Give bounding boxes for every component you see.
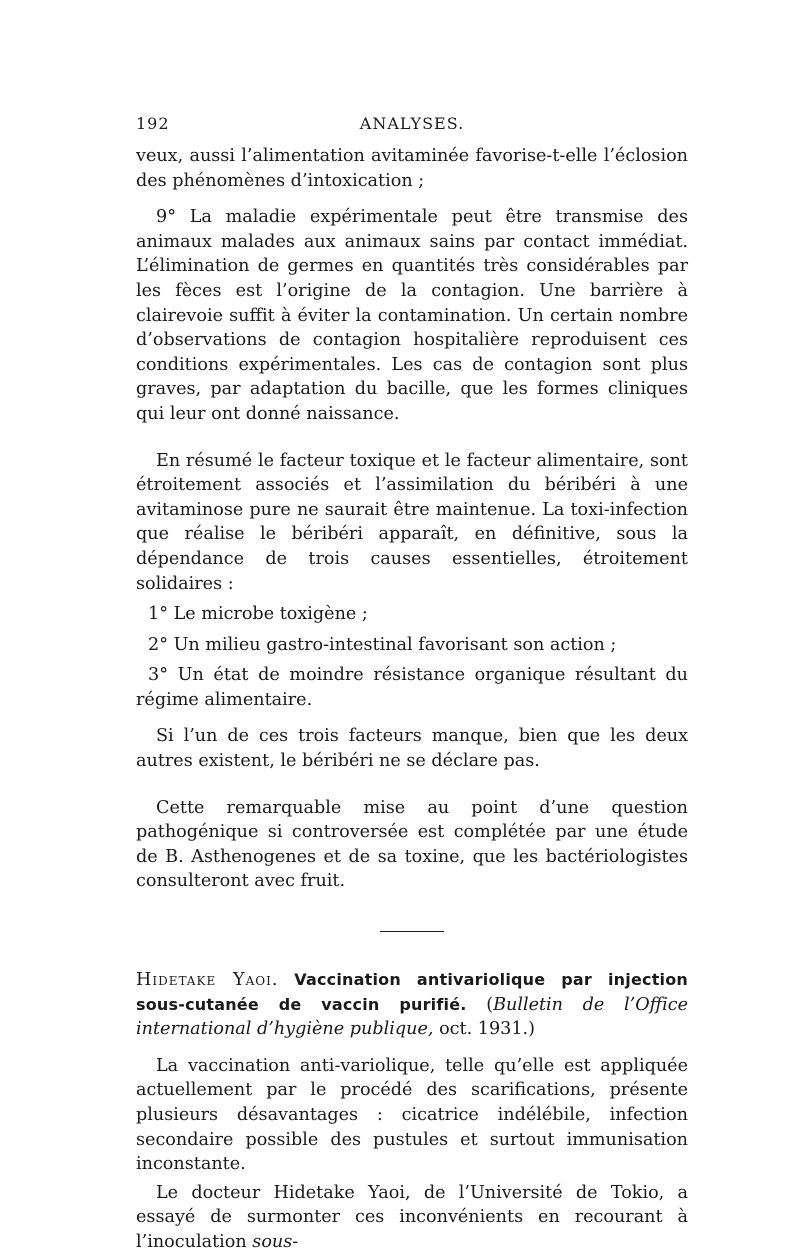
page <box>136 112 688 1255</box>
review-title: Vaccination antivariolique par injection sous-cutanée de vaccin purifié. <box>136 970 689 1014</box>
paragraph-continuation: veux, aussi l’alimentation avitaminée favorise-t-elle l’éclosion des phénomènes d’intoxication ; <box>136 146 688 191</box>
paragraph-vaccination: La vaccination anti-variolique, telle qu’elle est appliquée actuellement par le procédé des scarifications, présente plusieurs désavantages : cicatrice indélébile, infection secondaire possible des pustules et surtout immunisation inconstante. <box>136 1055 688 1175</box>
paragraph-remark: Cette remarquable mise au point d’une question pathogénique si controversée est complétée par une étude de B. Asthenogenes et de sa toxine, que les bactériologistes consulteront avec fruit. <box>136 797 688 892</box>
list-item-1: 1° Le microbe toxigène ; <box>148 604 368 625</box>
list-item-3: 3° Un état de moindre résistance organique résultant du régime alimentaire. <box>136 665 688 710</box>
source-paren: ( <box>486 994 494 1015</box>
paragraph-yaoi-italic: sous- <box>252 1231 299 1252</box>
page-number: 192 <box>136 114 170 133</box>
paragraph-point-9: 9° La maladie expérimentale peut être transmise des animaux malades aux animaux sains par contact immédiat. L’élimination de germes en quantités très considérables par les fèces est l’origine de la contagion. Une barrière à clairevoie suffit à éviter la contamination. Un certain nombre d’observations de contagion hospitalière reproduisent ces conditions expérimentales. Les cas de contagion sont plus graves, par adaptation du bacille, que les formes cliniques qui leur ont donné naissance. <box>136 207 688 424</box>
review-source: Bulletin de l’Office international d’hygiène publique, <box>136 994 688 1040</box>
review-author: Hidetake Yaoi. <box>136 970 279 991</box>
paragraph-summary: En résumé le facteur toxique et le facteur alimentaire, sont étroitement associés et l’assimilation du béribéri à une avitaminose pure ne saurait être maintenue. La toxi-infection que réalise le béribéri apparaît, en définitive, sous la dépendance de trois causes essentielles, étroitement solidaires : <box>136 450 688 594</box>
page-header <box>136 112 688 136</box>
review-date: oct. 1931.) <box>439 1019 536 1040</box>
paragraph-yaoi-text: Le docteur Hidetake Yaoi, de l’Université de Tokio, a essayé de surmonter ces inconvénients en recourant à l’inoculation <box>136 1182 688 1252</box>
review-heading <box>136 968 688 1042</box>
paragraph-conclusion: Si l’un de ces trois facteurs manque, bien que les deux autres existent, le béribéri ne se déclare pas. <box>136 726 688 772</box>
list-item-2: 2° Un milieu gastro-intestinal favorisant son action ; <box>148 634 617 655</box>
paragraph-yaoi <box>136 1181 688 1255</box>
section-divider <box>380 931 444 932</box>
running-title: ANALYSES. <box>359 114 465 133</box>
